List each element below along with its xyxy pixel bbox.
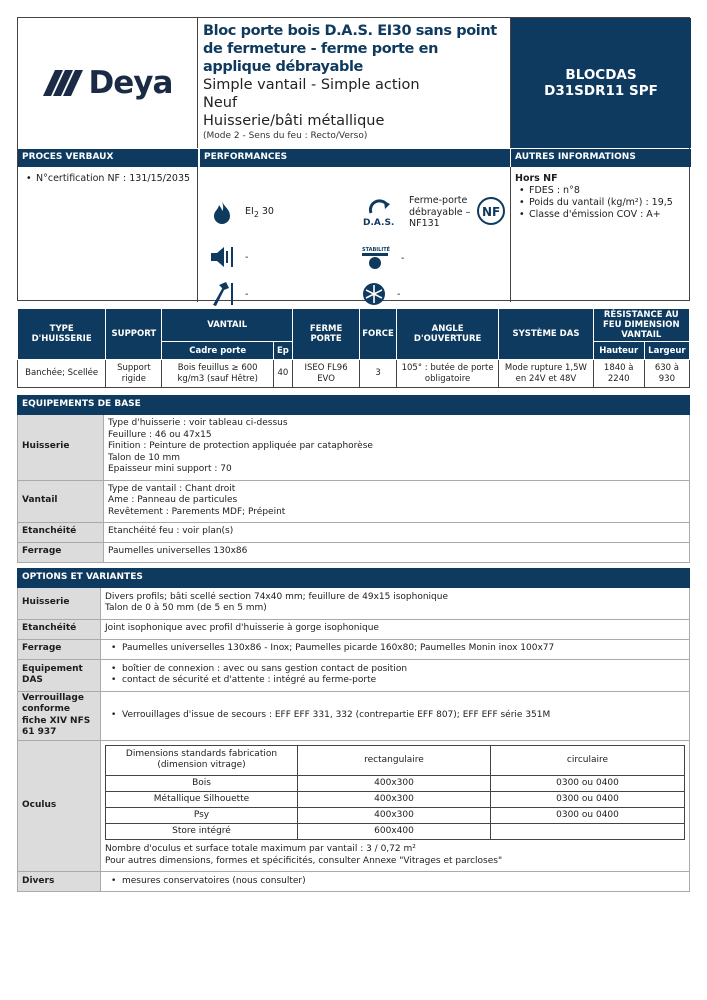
th-ferme: FERME PORTE xyxy=(292,309,359,360)
equip-vantail-label: Vantail xyxy=(18,480,104,522)
pv-header: PROCES VERBAUX xyxy=(18,149,198,167)
oc-note: Nombre d'oculus et surface totale maximum par vantail : 3 / 0,72 m² xyxy=(105,843,416,854)
perf-ei xyxy=(245,206,274,219)
logo xyxy=(18,18,198,148)
brand-name: Deya xyxy=(88,65,173,101)
equip-line: Type d'huisserie : voir tableau ci-dessus xyxy=(108,418,288,429)
opts-huisserie-label: Huisserie xyxy=(18,587,101,619)
opts-ferrage xyxy=(101,639,690,659)
hammer-icon xyxy=(209,281,235,307)
cell-force: 3 xyxy=(360,360,397,388)
deya-logo-icon xyxy=(43,70,83,96)
perf-header: PERFORMANCES xyxy=(199,149,510,167)
perf-stab xyxy=(361,245,404,271)
stab-value: - xyxy=(401,252,405,264)
equipements-section xyxy=(17,395,690,563)
info-title: Hors NF xyxy=(515,173,558,184)
product-code xyxy=(510,18,691,148)
equip-line: Epaisseur mini support : 70 xyxy=(108,464,232,475)
svg-text:D.A.S.: D.A.S. xyxy=(363,218,395,227)
cell-cadre: Bois feuillus ≥ 600 kg/m3 (sauf Hêtre) xyxy=(162,360,273,388)
stability-icon xyxy=(361,245,391,271)
oc-h3: circulaire xyxy=(491,745,685,775)
opts-divers-label: Divers xyxy=(18,872,101,892)
info-item: • Poids du vantail (kg/m²) : 19,5 xyxy=(515,197,687,209)
opts-divers xyxy=(101,872,690,892)
svg-text:STABILITÉ: STABILITÉ xyxy=(362,247,391,253)
perf-sound xyxy=(209,245,248,269)
cell-ferme: ISEO FL96 EVO xyxy=(292,360,359,388)
opts-oculus xyxy=(101,740,690,871)
opts-verr xyxy=(101,691,690,740)
spec-table xyxy=(17,308,690,388)
code-line1: BLOCDAS xyxy=(565,67,637,83)
pv-item: • N°certification NF : 131/15/2035 xyxy=(22,173,193,185)
th-ep: Ep xyxy=(273,342,292,360)
cell-type: Banchée; Scellée xyxy=(18,360,106,388)
opts-oculus-label: Oculus xyxy=(18,740,101,871)
opts-etanch-label: Etanchéité xyxy=(18,619,101,639)
title-note: (Mode 2 - Sens du feu : Recto/Verso) xyxy=(203,131,368,141)
info-item: • FDES : n°8 xyxy=(515,185,687,197)
table-row xyxy=(18,360,690,388)
th-support: SUPPORT xyxy=(106,309,162,360)
table-row xyxy=(106,775,685,791)
nf-logo-icon xyxy=(476,197,506,227)
equip-line: Talon de 10 mm xyxy=(108,452,181,463)
perf-fire xyxy=(209,199,274,225)
equip-header: EQUIPEMENTS DE BASE xyxy=(18,396,690,415)
equip-line: Revêtement : Parements MDF; Prépeint xyxy=(108,506,286,517)
info-header: AUTRES INFORMATIONS xyxy=(510,149,691,167)
table-row xyxy=(106,791,685,807)
perf-column xyxy=(199,167,510,302)
oc-cell: 400x300 xyxy=(298,791,491,807)
opts-ferrage-label: Ferrage xyxy=(18,639,101,659)
opts-line: Divers profils; bâti scellé section 74x40 mm; feuillure de 49x15 isophonique xyxy=(105,591,448,602)
equip-etanch: Etanchéité feu : voir plan(s) xyxy=(104,522,690,542)
th-res: RÉSISTANCE AU FEU DIMENSION VANTAIL xyxy=(593,309,689,342)
opts-das xyxy=(101,659,690,691)
mech-value: - xyxy=(245,288,249,300)
opts-line: Talon de 0 à 50 mm (de 5 en 5 mm) xyxy=(105,603,267,614)
th-larg: Largeur xyxy=(644,342,689,360)
acoustic-icon xyxy=(209,245,235,269)
oc-cell: Store intégré xyxy=(106,823,298,839)
opts-bullet: • Paumelles universelles 130x86 - Inox; Paumelles picarde 160x80; Paumelles Monin inox 100x77 xyxy=(105,643,685,655)
title-main: Bloc porte bois D.A.S. EI30 sans point de fermeture - ferme porte en applique débrayable xyxy=(203,23,497,75)
opts-bullet: • contact de sécurité et d'attente : intégré au ferme-porte xyxy=(105,675,685,687)
th-type: TYPE D'HUISSERIE xyxy=(18,309,106,360)
th-force: FORCE xyxy=(360,309,397,360)
oc-h2: rectangulaire xyxy=(298,745,491,775)
title-line4: Huisserie/bâti métallique xyxy=(203,113,385,129)
title-line2: Simple vantail - Simple action xyxy=(203,77,420,93)
equip-huisserie-label: Huisserie xyxy=(18,414,104,480)
cell-larg: 630 à 930 xyxy=(644,360,689,388)
title-line3: Neuf xyxy=(203,95,238,111)
opts-bullet: • mesures conservatoires (nous consulter) xyxy=(105,876,685,888)
equip-line: Finition : Peinture de protection appliquée par cataphorèse xyxy=(108,441,373,452)
opts-etanch: Joint isophonique avec profil d'huisserie à gorge isophonique xyxy=(101,619,690,639)
oc-cell: 400x300 xyxy=(298,807,491,823)
table-row xyxy=(106,807,685,823)
code-line2: D31SDR11 SPF xyxy=(544,83,658,99)
cell-haut: 1840 à 2240 xyxy=(593,360,644,388)
opts-bullet: • Verrouillages d'issue de secours : EFF EFF 331, 332 (contrepartie EFF 807); EFF EFF série 351M xyxy=(105,710,685,722)
oc-cell: 600x400 xyxy=(298,823,491,839)
pv-column xyxy=(18,167,198,302)
cell-sys: Mode rupture 1,5W en 24V et 48V xyxy=(499,360,593,388)
oc-note: Pour autres dimensions, formes et spécificités, consulter Annexe "Vitrages et parcloses" xyxy=(105,855,503,866)
oc-cell: Bois xyxy=(106,775,298,791)
equip-line: Type de vantail : Chant droit xyxy=(108,483,236,494)
oc-cell: 400x300 xyxy=(298,775,491,791)
equip-ferrage: Paumelles universelles 130x86 xyxy=(104,542,690,562)
info-item: • Classe d'émission COV : A+ xyxy=(515,209,687,221)
frost-value: - xyxy=(397,288,401,300)
svg-text:NF: NF xyxy=(482,205,501,219)
opts-das-label: Equipement DAS xyxy=(18,659,101,691)
ei-label: EI xyxy=(245,205,254,217)
equip-huisserie xyxy=(104,414,690,480)
equip-ferrage-label: Ferrage xyxy=(18,542,104,562)
oc-cell: 0300 ou 0400 xyxy=(491,807,685,823)
opts-verr-label: Verrouillage conforme fiche XIV NFS 61 937 xyxy=(18,691,101,740)
th-vantail: VANTAIL xyxy=(162,309,292,342)
th-angle: ANGLE D'OUVERTURE xyxy=(396,309,498,360)
oc-cell xyxy=(491,823,685,839)
oc-cell: 0300 ou 0400 xyxy=(491,775,685,791)
das-label: Ferme-porte débrayable – NF131 xyxy=(409,195,471,229)
opts-bullet: • boîtier de connexion : avec ou sans gestion contact de position xyxy=(105,664,685,676)
oc-cell: Métallique Silhouette xyxy=(106,791,298,807)
cell-angle: 105° : butée de porte obligatoire xyxy=(396,360,498,388)
perf-mech xyxy=(209,281,248,307)
product-title xyxy=(199,18,510,148)
das-icon xyxy=(361,197,395,227)
cell-support: Support rigide xyxy=(106,360,162,388)
oc-cell: Psy xyxy=(106,807,298,823)
th-sys: SYSTÈME DAS xyxy=(499,309,593,360)
th-haut: Hauteur xyxy=(593,342,644,360)
table-row xyxy=(106,823,685,839)
opts-header: OPTIONS ET VARIANTES xyxy=(18,569,690,588)
header-block xyxy=(17,17,690,301)
oc-h1: Dimensions standards fabrication (dimension vitrage) xyxy=(106,745,298,775)
opts-huisserie xyxy=(101,587,690,619)
flame-icon xyxy=(209,199,235,225)
nf-badge xyxy=(476,197,506,227)
options-section xyxy=(17,568,690,892)
th-cadre: Cadre porte xyxy=(162,342,273,360)
info-column xyxy=(510,167,691,302)
equip-vantail xyxy=(104,480,690,522)
equip-etanch-label: Etanchéité xyxy=(18,522,104,542)
oculus-table xyxy=(105,745,685,840)
oc-cell: 0300 ou 0400 xyxy=(491,791,685,807)
frost-icon xyxy=(361,281,387,307)
ei-value: 30 xyxy=(258,205,274,217)
perf-frost xyxy=(361,281,400,307)
equip-line: Feuillure : 46 ou 47x15 xyxy=(108,429,212,440)
cell-ep: 40 xyxy=(273,360,292,388)
perf-das xyxy=(361,197,395,227)
equip-line: Ame : Panneau de particules xyxy=(108,495,238,506)
sound-value: - xyxy=(245,251,249,263)
ei-sub: 2 xyxy=(253,209,259,219)
